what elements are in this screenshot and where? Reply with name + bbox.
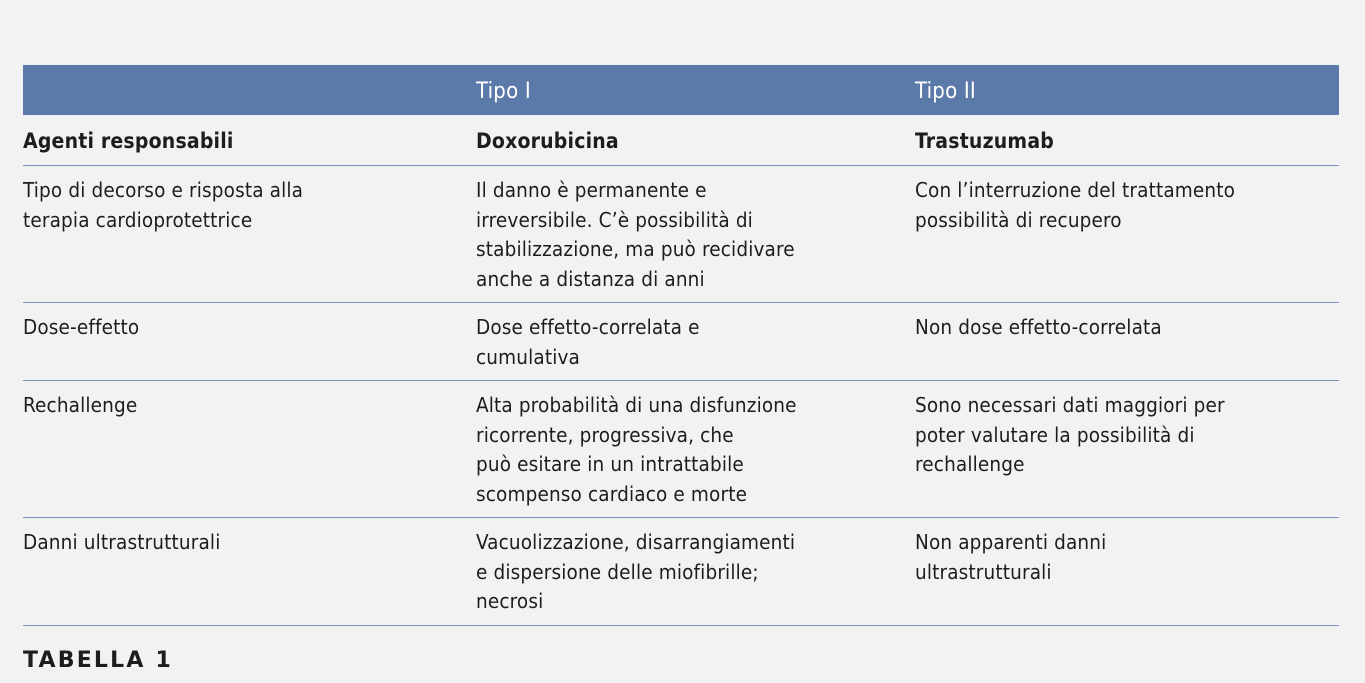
comparison-table [23,65,1339,626]
tipo-2-cell: Trastuzumab [915,115,1339,166]
tipo-2-cell: Non dose effetto-correlata [915,303,1339,381]
tipo-2-cell: Con l’interruzione del trattamento possibilità di recupero [915,166,1339,303]
header-cell-tipo-2: Tipo II [915,65,1339,115]
row-label-cell: Dose-effetto [23,303,476,381]
tipo-1-cell: Alta probabilità di una disfunzione ricorrente, progressiva, che può esitare in un intrattabile scompenso cardiaco e morte [476,381,915,518]
row-label-cell: Danni ultrastrutturali [23,518,476,626]
table-caption: TABELLA 1 [23,648,173,673]
table-body [23,115,1339,625]
tipo-1-cell: Doxorubicina [476,115,915,166]
header-cell-tipo-1: Tipo I [476,65,915,115]
header-row [23,65,1339,115]
table-row-danni [23,518,1339,626]
header-cell-empty [23,65,476,115]
row-label-cell: Agenti responsabili [23,115,476,166]
row-label-cell: Tipo di decorso e risposta alla terapia cardioprotettrice [23,166,476,303]
table-row-agents [23,115,1339,166]
row-label-cell: Rechallenge [23,381,476,518]
table-row-rechallenge [23,381,1339,518]
tipo-2-cell: Non apparenti danni ultrastrutturali [915,518,1339,626]
tipo-2-cell: Sono necessari dati maggiori per poter valutare la possibilità di rechallenge [915,381,1339,518]
tipo-1-cell: Dose effetto-correlata e cumulativa [476,303,915,381]
tipo-1-cell: Il danno è permanente e irreversibile. C’è possibilità di stabilizzazione, ma può recidivare anche a distanza di anni [476,166,915,303]
comparison-table-container [23,65,1339,626]
table-row-decorso [23,166,1339,303]
tipo-1-cell: Vacuolizzazione, disarrangiamenti e dispersione delle miofibrille; necrosi [476,518,915,626]
table-header [23,65,1339,115]
table-row-dose-effetto [23,303,1339,381]
